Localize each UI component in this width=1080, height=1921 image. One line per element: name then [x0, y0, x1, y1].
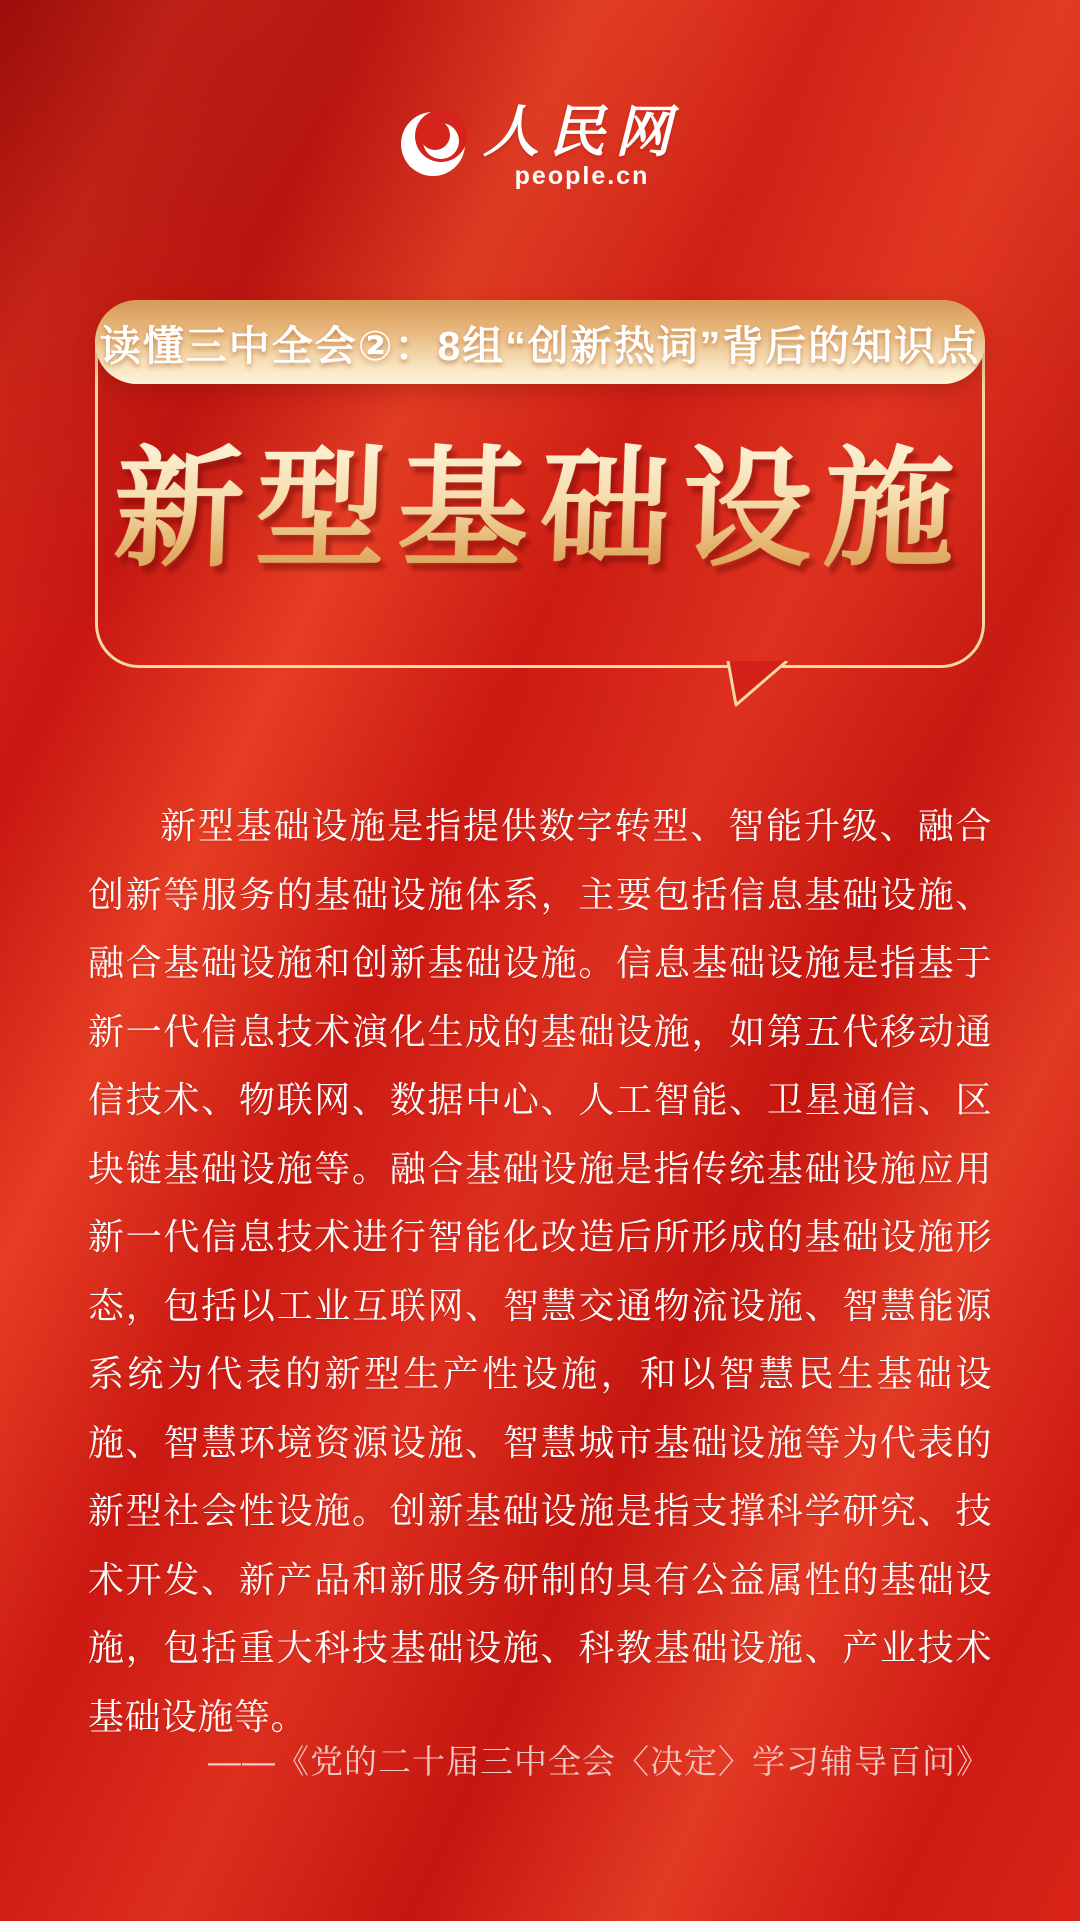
topic-banner — [95, 300, 985, 384]
topic-banner-label: 读懂三中全会②：8组“创新热词”背后的知识点 — [99, 322, 981, 369]
source-attribution: ——《党的二十届三中全会〈决定〉学习辅导百问》 — [208, 1743, 990, 1780]
brand-text-group — [483, 100, 681, 190]
brand-logo — [399, 100, 681, 190]
brand-name-en: people.cn — [514, 162, 650, 190]
main-title: 新型基础设施 — [96, 441, 985, 578]
speech-bubble — [95, 300, 985, 668]
article-paragraph: 新型基础设施是指提供数字转型、智能升级、融合创新等服务的基础设施体系，主要包括信息基础设施、融合基础设施和创新基础设施。信息基础设施是指基于新一代信息技术演化生成的基础设施，如第五代移动通信技术、物联网、数据中心、人工智能、卫星通信、区块链基础设施等。融合基础设施是指传统基础设施应用新一代信息技术进行智能化改造后所形成的基础设施形态，包括以工业互联网、智慧交通物流设施、智慧能源系统为代表的新型生产性设施，和以智慧民生基础设施、智慧环境资源设施、智慧城市基础设施等为代表的新型社会性设施。创新基础设施是指支撑科学研究、技术开发、新产品和新服务研制的具有公益属性的基础设施，包括重大科技基础设施、科教基础设施、产业技术基础设施等。 — [88, 805, 992, 1737]
people-cn-crescent-logo-icon — [399, 110, 467, 178]
bubble-tail-icon — [726, 661, 790, 709]
brand-name-cn: 人民网 — [483, 100, 681, 163]
